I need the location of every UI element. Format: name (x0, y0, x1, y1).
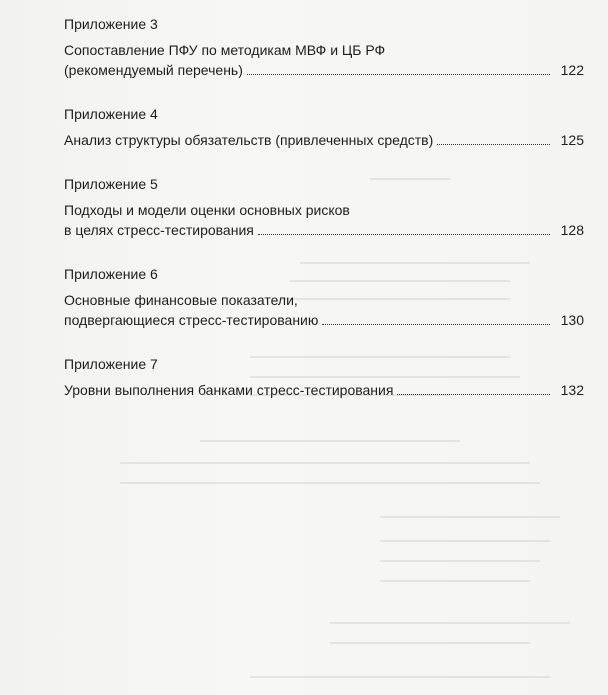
page-number: 128 (560, 222, 584, 238)
page-number: 125 (560, 132, 584, 148)
show-through-mark (330, 622, 570, 624)
page-number: 132 (560, 382, 584, 398)
show-through-mark (250, 676, 550, 678)
entry-title-line: Основные финансовые показатели, (64, 292, 298, 308)
appendix-heading: Приложение 5 (64, 176, 158, 192)
appendix-heading: Приложение 7 (64, 356, 158, 372)
show-through-mark (380, 540, 550, 542)
table-of-contents (64, 14, 584, 414)
appendix-heading: Приложение 6 (64, 266, 158, 282)
toc-entry-appendix-7[interactable] (64, 354, 584, 400)
entry-last-line (64, 130, 584, 150)
toc-entry-appendix-6[interactable] (64, 264, 584, 330)
show-through-mark (380, 580, 530, 582)
entry-title-last: в целях стресс-тестирования (64, 222, 254, 238)
dot-leader (437, 144, 550, 145)
entry-last-line (64, 60, 584, 80)
toc-entry-appendix-3[interactable] (64, 14, 584, 80)
show-through-mark (120, 462, 530, 464)
show-through-mark (380, 560, 540, 562)
page-number: 130 (560, 312, 584, 328)
entry-title-last: (рекомендуемый перечень) (64, 62, 243, 78)
toc-entry-appendix-4[interactable] (64, 104, 584, 150)
toc-entry-appendix-5[interactable] (64, 174, 584, 240)
entry-last-line (64, 310, 584, 330)
entry-title-last: подвергающиеся стресс-тестированию (64, 312, 319, 328)
page-number: 122 (560, 62, 584, 78)
entry-title-last: Уровни выполнения банками стресс-тестирования (64, 382, 394, 398)
entry-title-line: Подходы и модели оценки основных рисков (64, 202, 350, 218)
show-through-mark (330, 642, 530, 644)
show-through-mark (120, 482, 540, 484)
entry-title-last: Анализ структуры обязательств (привлеченных средств) (64, 132, 434, 148)
dot-leader (322, 324, 550, 325)
entry-last-line (64, 220, 584, 240)
appendix-heading: Приложение 4 (64, 106, 158, 122)
dot-leader (247, 74, 550, 75)
dot-leader (258, 234, 550, 235)
show-through-mark (200, 440, 460, 442)
entry-last-line (64, 380, 584, 400)
show-through-mark (380, 516, 560, 518)
appendix-heading: Приложение 3 (64, 16, 158, 32)
entry-title-line: Сопоставление ПФУ по методикам МВФ и ЦБ РФ (64, 42, 386, 58)
dot-leader (397, 394, 550, 395)
